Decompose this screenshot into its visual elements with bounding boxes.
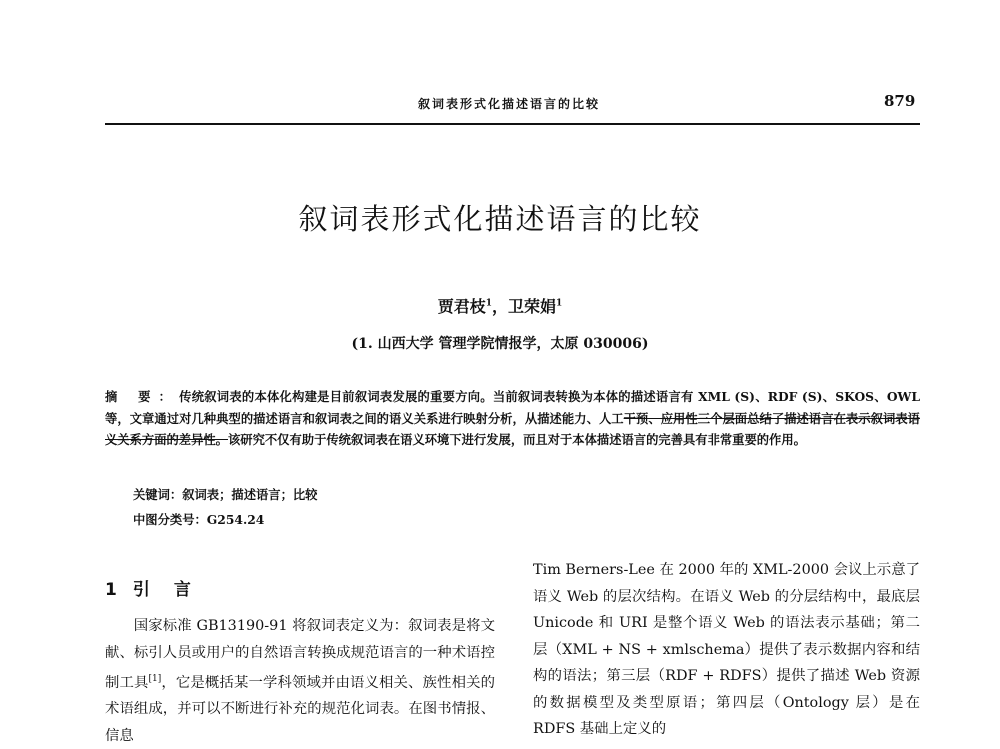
page-number: 879 (884, 92, 916, 110)
body-paragraph: Tim Berners-Lee 在 2000 年的 XML-2000 会议上示意了语义 Web 的层次结构。在语义 Web 的分层结构中，最底层 Unicode 和 URI 是整个语义 Web 的语法表示基础；第二层（XML + NS + xmlschema）提供了表示数据内容和结构的语法；第三层（RDF + RDFS）提供了描述 Web 资源的数据模型及类型原语；第四层（Ontology 层）是在 RDFS 基础上定义的 (533, 562, 920, 737)
abstract-label: 摘 要： (105, 389, 180, 404)
body-text: 国家标准 GB13190-91 将叙词表定义为：叙词表是将文献、标引人员或用户的自然语言转换成规范语言的一种术语控制工具 (105, 618, 495, 691)
section-heading (105, 575, 215, 600)
affiliation: (1. 山西大学 管理学院情报学，太原 030006) (351, 336, 649, 352)
author-name: 卫荣娟 (508, 297, 557, 316)
author-name: 贾君枝 (437, 297, 486, 316)
classification-number (133, 510, 264, 528)
author-affiliation-mark: 1 (556, 298, 563, 309)
body-column-left (105, 613, 495, 749)
paper-title: 叙词表形式化描述语言的比较 (298, 202, 702, 236)
abstract-text-struck: 干预、应用性三个层面总结了描述语言在表示叙词表语义关系方面的差异性。 (105, 410, 920, 447)
section-title: 引言 (132, 580, 215, 600)
section-number: 1 (105, 580, 117, 600)
classification-label: 中图分类号： (133, 512, 207, 527)
author-separator: ， (491, 297, 508, 316)
running-title: 叙词表形式化描述语言的比较 (418, 97, 601, 111)
keywords-label: 关键词： (133, 487, 183, 502)
author-affiliation-mark: 1 (485, 298, 492, 309)
abstract-text: 该研究不仅有助于传统叙词表在语义环境下进行发展，而且对于本体描述语言的完善具有非常重要的作用。 (227, 432, 806, 447)
classification-value: G254.24 (206, 512, 265, 527)
citation-mark: [1] (148, 674, 162, 684)
authors-line (0, 294, 1000, 317)
keywords (133, 485, 317, 503)
abstract (105, 386, 920, 451)
header-rule (105, 123, 920, 125)
keywords-value: 叙词表；描述语言；比较 (182, 487, 318, 502)
body-column-right (533, 557, 920, 743)
body-paragraph (105, 613, 495, 749)
body-text: ，它是概括某一学科领域并由语义相关、族性相关的术语组成，并可以不断进行补充的规范化词表。在图书情报、信息 (105, 674, 495, 744)
abstract-text: 传统叙词表的本体化构建是目前叙词表发展的重要方向。当前叙词表转换为本体的描述语言有 XML (S)、RDF (S)、SKOS、OWL 等，文章通过对几种典型的描述语言和叙词表之间的语义关系进行映射分析，从描述能力、人工 (105, 389, 920, 426)
